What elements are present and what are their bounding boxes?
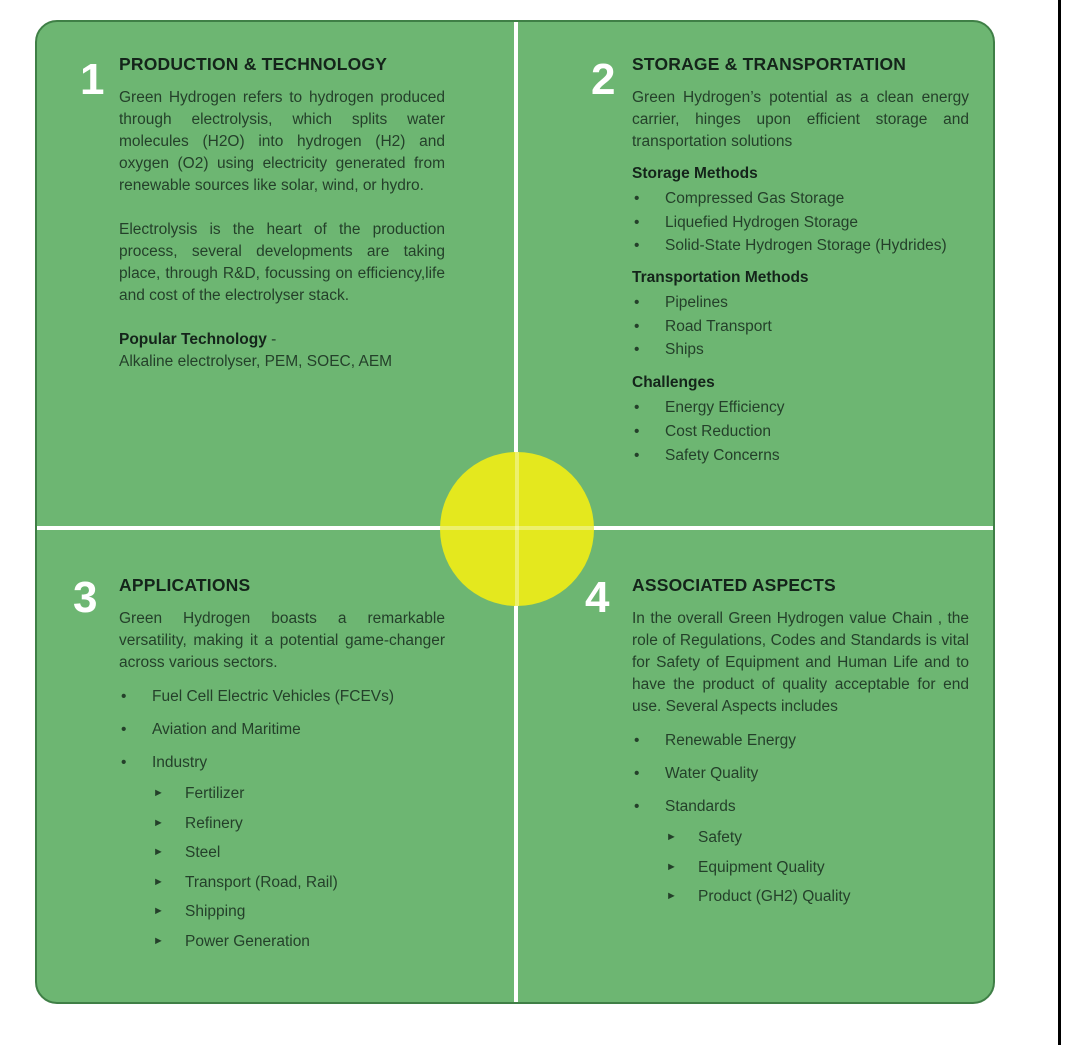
list-item: • Pipelines: [632, 291, 969, 315]
applications-list: [119, 680, 445, 779]
transportation-methods-heading: Transportation Methods: [632, 269, 809, 286]
transportation-methods-list: [632, 291, 969, 362]
list-item: ► Equipment Quality: [665, 853, 969, 883]
quadrant-3-number: 3: [73, 573, 98, 622]
challenges-heading: Challenges: [632, 373, 715, 391]
bullet-icon: •: [634, 294, 640, 311]
storage-methods-list: [632, 187, 969, 257]
center-circle: [440, 452, 594, 606]
quadrant-3: [119, 575, 445, 956]
list-item: • Road Transport: [632, 315, 969, 339]
arrow-icon: ►: [666, 831, 677, 843]
quadrant-2-intro: Green Hydrogen’s potential as a clean energy carrier, hinges upon efficient storage and transportation solutions: [632, 89, 969, 150]
circle-horizontal-line: [440, 526, 594, 530]
quadrant-2-number: 2: [591, 55, 616, 104]
arrow-icon: ►: [153, 875, 164, 888]
arrow-icon: ►: [153, 934, 164, 947]
list-item: • Compressed Gas Storage: [632, 187, 969, 211]
list-item: • Safety Concerns: [632, 444, 969, 468]
list-item: ► Steel: [152, 838, 445, 868]
list-item: • Water Quality: [632, 757, 969, 790]
bullet-icon: •: [634, 317, 640, 335]
quadrant-4-number: 4: [585, 573, 610, 622]
popular-technology-value: Alkaline electrolyser, PEM, SOEC, AEM: [119, 353, 393, 370]
list-item: • Standards: [632, 790, 969, 823]
bullet-icon: •: [634, 341, 640, 358]
quadrant-1-title: PRODUCTION & TECHNOLOGY: [119, 54, 388, 74]
standards-sublist: [632, 823, 969, 912]
list-item: • Ships: [632, 338, 969, 362]
arrow-icon: ►: [666, 890, 677, 902]
storage-methods-heading: Storage Methods: [632, 165, 758, 182]
quadrant-3-title: APPLICATIONS: [119, 575, 251, 595]
quadrant-2-title: STORAGE & TRANSPORTATION: [632, 54, 907, 74]
quadrant-4-title: ASSOCIATED ASPECTS: [632, 575, 836, 595]
list-item: • Fuel Cell Electric Vehicles (FCEVs): [119, 680, 445, 713]
popular-technology-separator: -: [266, 331, 277, 348]
list-item: ► Power Generation: [152, 927, 445, 957]
bullet-icon: •: [634, 190, 640, 207]
list-item: ► Fertilizer: [152, 779, 445, 809]
bullet-icon: •: [121, 721, 127, 738]
list-item: • Energy Efficiency: [632, 396, 969, 420]
list-item: • Aviation and Maritime: [119, 713, 445, 746]
aspects-list: [632, 724, 969, 823]
list-item: • Solid-State Hydrogen Storage (Hydrides): [632, 235, 969, 257]
list-item: • Renewable Energy: [632, 724, 969, 757]
bullet-icon: •: [634, 237, 640, 254]
list-item: ► Shipping: [152, 897, 445, 927]
quadrant-2: [632, 54, 969, 468]
list-item: ► Transport (Road, Rail): [152, 868, 445, 898]
bullet-icon: •: [634, 798, 640, 815]
bullet-icon: •: [634, 398, 640, 416]
arrow-icon: ►: [153, 816, 164, 829]
list-item: ► Product (GH2) Quality: [665, 882, 969, 912]
quadrant-1-paragraph-2: Electrolysis is the heart of the production process, several developments are taking place, through R&D, focussing on efficiency,life and cost of the electrolyser stack.: [119, 221, 445, 304]
industry-sublist: [119, 779, 445, 956]
quadrant-4-intro: In the overall Green Hydrogen value Chain , the role of Regulations, Codes and Standards is vital for Safety of Equipment and Human Life and to have the product of quality acceptable for end use. Several Aspects includes: [632, 610, 969, 715]
quadrant-1-number: 1: [80, 55, 105, 104]
bullet-icon: •: [121, 688, 127, 705]
bullet-icon: •: [121, 754, 127, 771]
page-edge-rule: [1058, 0, 1061, 1045]
arrow-icon: ►: [153, 846, 164, 858]
list-item: • Liquefied Hydrogen Storage: [632, 211, 969, 235]
list-item: ► Refinery: [152, 809, 445, 839]
bullet-icon: •: [634, 446, 640, 464]
bullet-icon: •: [634, 214, 640, 231]
quadrant-board: [35, 20, 995, 1004]
bullet-icon: •: [634, 422, 640, 440]
bullet-icon: •: [634, 732, 640, 749]
list-item: ► Safety: [665, 823, 969, 853]
list-item: • Cost Reduction: [632, 420, 969, 444]
arrow-icon: ►: [153, 905, 164, 917]
quadrant-1: [119, 54, 445, 373]
arrow-icon: ►: [666, 860, 677, 873]
popular-technology: [119, 329, 445, 373]
quadrant-1-paragraph-1: Green Hydrogen refers to hydrogen produced through electrolysis, which splits water molecules (H2O) into hydrogen (H2) and oxygen (O2) using electricity generated from renewable sources like solar, wind, or hydro.: [119, 89, 445, 194]
popular-technology-label: Popular Technology: [119, 331, 267, 348]
challenges-list: [632, 396, 969, 468]
quadrant-3-intro: Green Hydrogen boasts a remarkable versatility, making it a potential game-changer across various sectors.: [119, 610, 445, 671]
arrow-icon: ►: [153, 787, 164, 799]
list-item: • Industry: [119, 746, 445, 779]
bullet-icon: •: [634, 765, 640, 782]
quadrant-4: [632, 575, 969, 912]
